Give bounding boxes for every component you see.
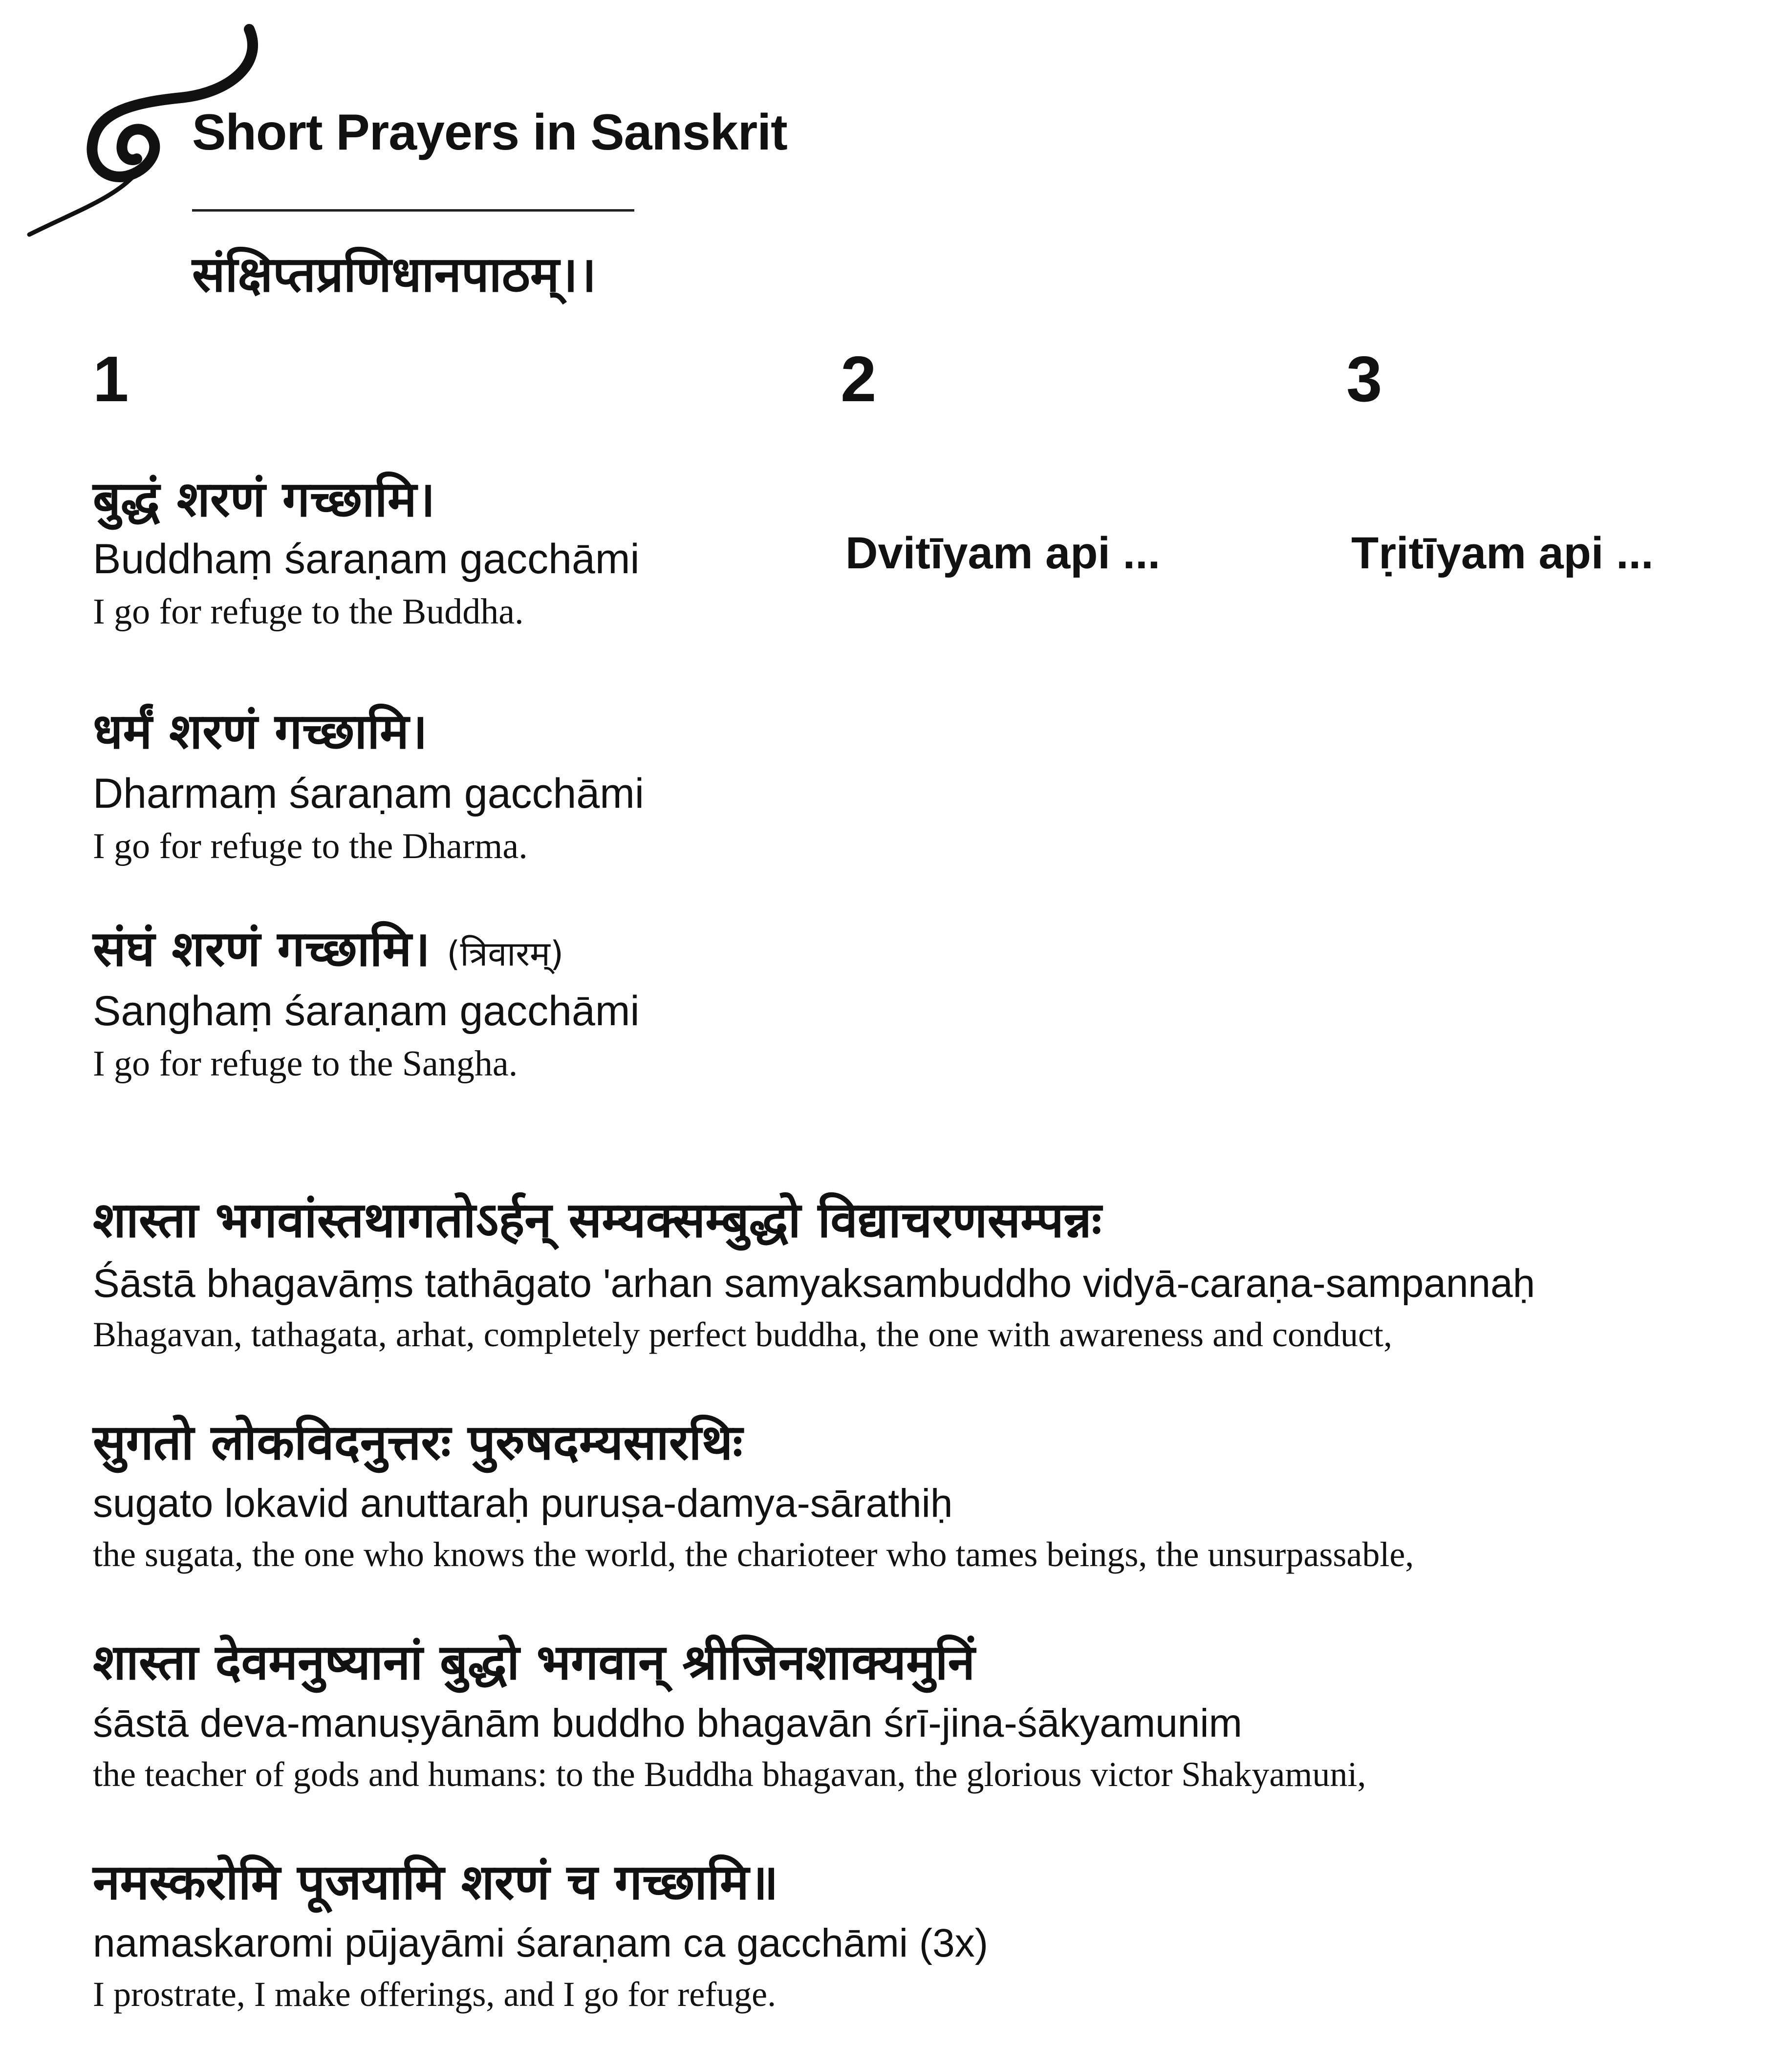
refuge-buddha-translation: I go for refuge to the Buddha. bbox=[93, 592, 524, 632]
verse-2-transliteration: sugato lokavid anuttaraḥ puruṣa-damya-sārathiḥ bbox=[93, 1481, 953, 1526]
refuge-dharma-translation: I go for refuge to the Dharma. bbox=[93, 826, 528, 866]
verse-1-devanagari: शास्ता भगवांस्तथागतोऽर्हन् सम्यक्सम्बुद्धो विद्याचरणसम्पन्नः bbox=[93, 1191, 1102, 1249]
refuge-buddha-devanagari: बुद्धं शरणं गच्छामि। bbox=[93, 471, 435, 528]
verse-1-translation: Bhagavan, tathagata, arhat, completely perfect buddha, the one with awareness and conduct, bbox=[93, 1315, 1392, 1354]
verse-3-devanagari: शास्ता देवमनुष्यानां बुद्धो भगवान् श्रीजिनशाक्यमुनिं bbox=[93, 1634, 975, 1691]
verse-4-translation: I prostrate, I make offerings, and I go for refuge. bbox=[93, 1975, 777, 2014]
column-number-2: 2 bbox=[841, 343, 877, 415]
page-title: Short Prayers in Sanskrit bbox=[192, 104, 787, 161]
title-divider bbox=[192, 209, 634, 212]
verse-1-transliteration: Śāstā bhagavāṃs tathāgato 'arhan samyaksambuddho vidyā-caraṇa-sampannaḥ bbox=[93, 1261, 1535, 1306]
column-2-phrase: Dvitīyam api ... bbox=[845, 528, 1161, 578]
refuge-sangha-heading bbox=[93, 914, 563, 980]
refuge-dharma-devanagari: धर्मं शरणं गच्छामि। bbox=[93, 703, 428, 760]
column-3-phrase: Tṛitīyam api ... bbox=[1351, 528, 1654, 578]
verse-4-devanagari: नमस्करोमि पूजयामि शरणं च गच्छामि॥ bbox=[93, 1853, 778, 1911]
column-number-3: 3 bbox=[1346, 343, 1382, 415]
refuge-buddha-transliteration: Buddhaṃ śaraṇam gacchāmi bbox=[93, 536, 640, 582]
verse-2-translation: the sugata, the one who knows the world, the charioteer who tames beings, the unsurpassable, bbox=[93, 1535, 1414, 1574]
refuge-sangha-translation: I go for refuge to the Sangha. bbox=[93, 1044, 518, 1084]
refuge-dharma-transliteration: Dharmaṃ śaraṇam gacchāmi bbox=[93, 770, 644, 817]
refuge-sangha-devanagari: संघं शरणं गच्छामि। bbox=[93, 920, 431, 977]
verse-3-translation: the teacher of gods and humans: to the Buddha bhagavan, the glorious victor Shakyamuni, bbox=[93, 1755, 1366, 1794]
column-number-1: 1 bbox=[93, 343, 129, 415]
refuge-sangha-transliteration: Sanghaṃ śaraṇam gacchāmi bbox=[93, 988, 640, 1034]
verse-3-transliteration: śāstā deva-manuṣyānām buddho bhagavān śrī-jina-śākyamunim bbox=[93, 1701, 1242, 1745]
refuge-sangha-note: (त्रिवारम्) bbox=[447, 934, 564, 974]
verse-4-transliteration: namaskaromi pūjayāmi śaraṇam ca gacchāmi (3x) bbox=[93, 1921, 989, 1965]
verse-2-devanagari: सुगतो लोकविदनुत्तरः पुरुषदम्यसारथिः bbox=[93, 1414, 743, 1471]
sanskrit-subtitle: संक्षिप्तप्रणिधानपाठम्।। bbox=[192, 246, 597, 303]
